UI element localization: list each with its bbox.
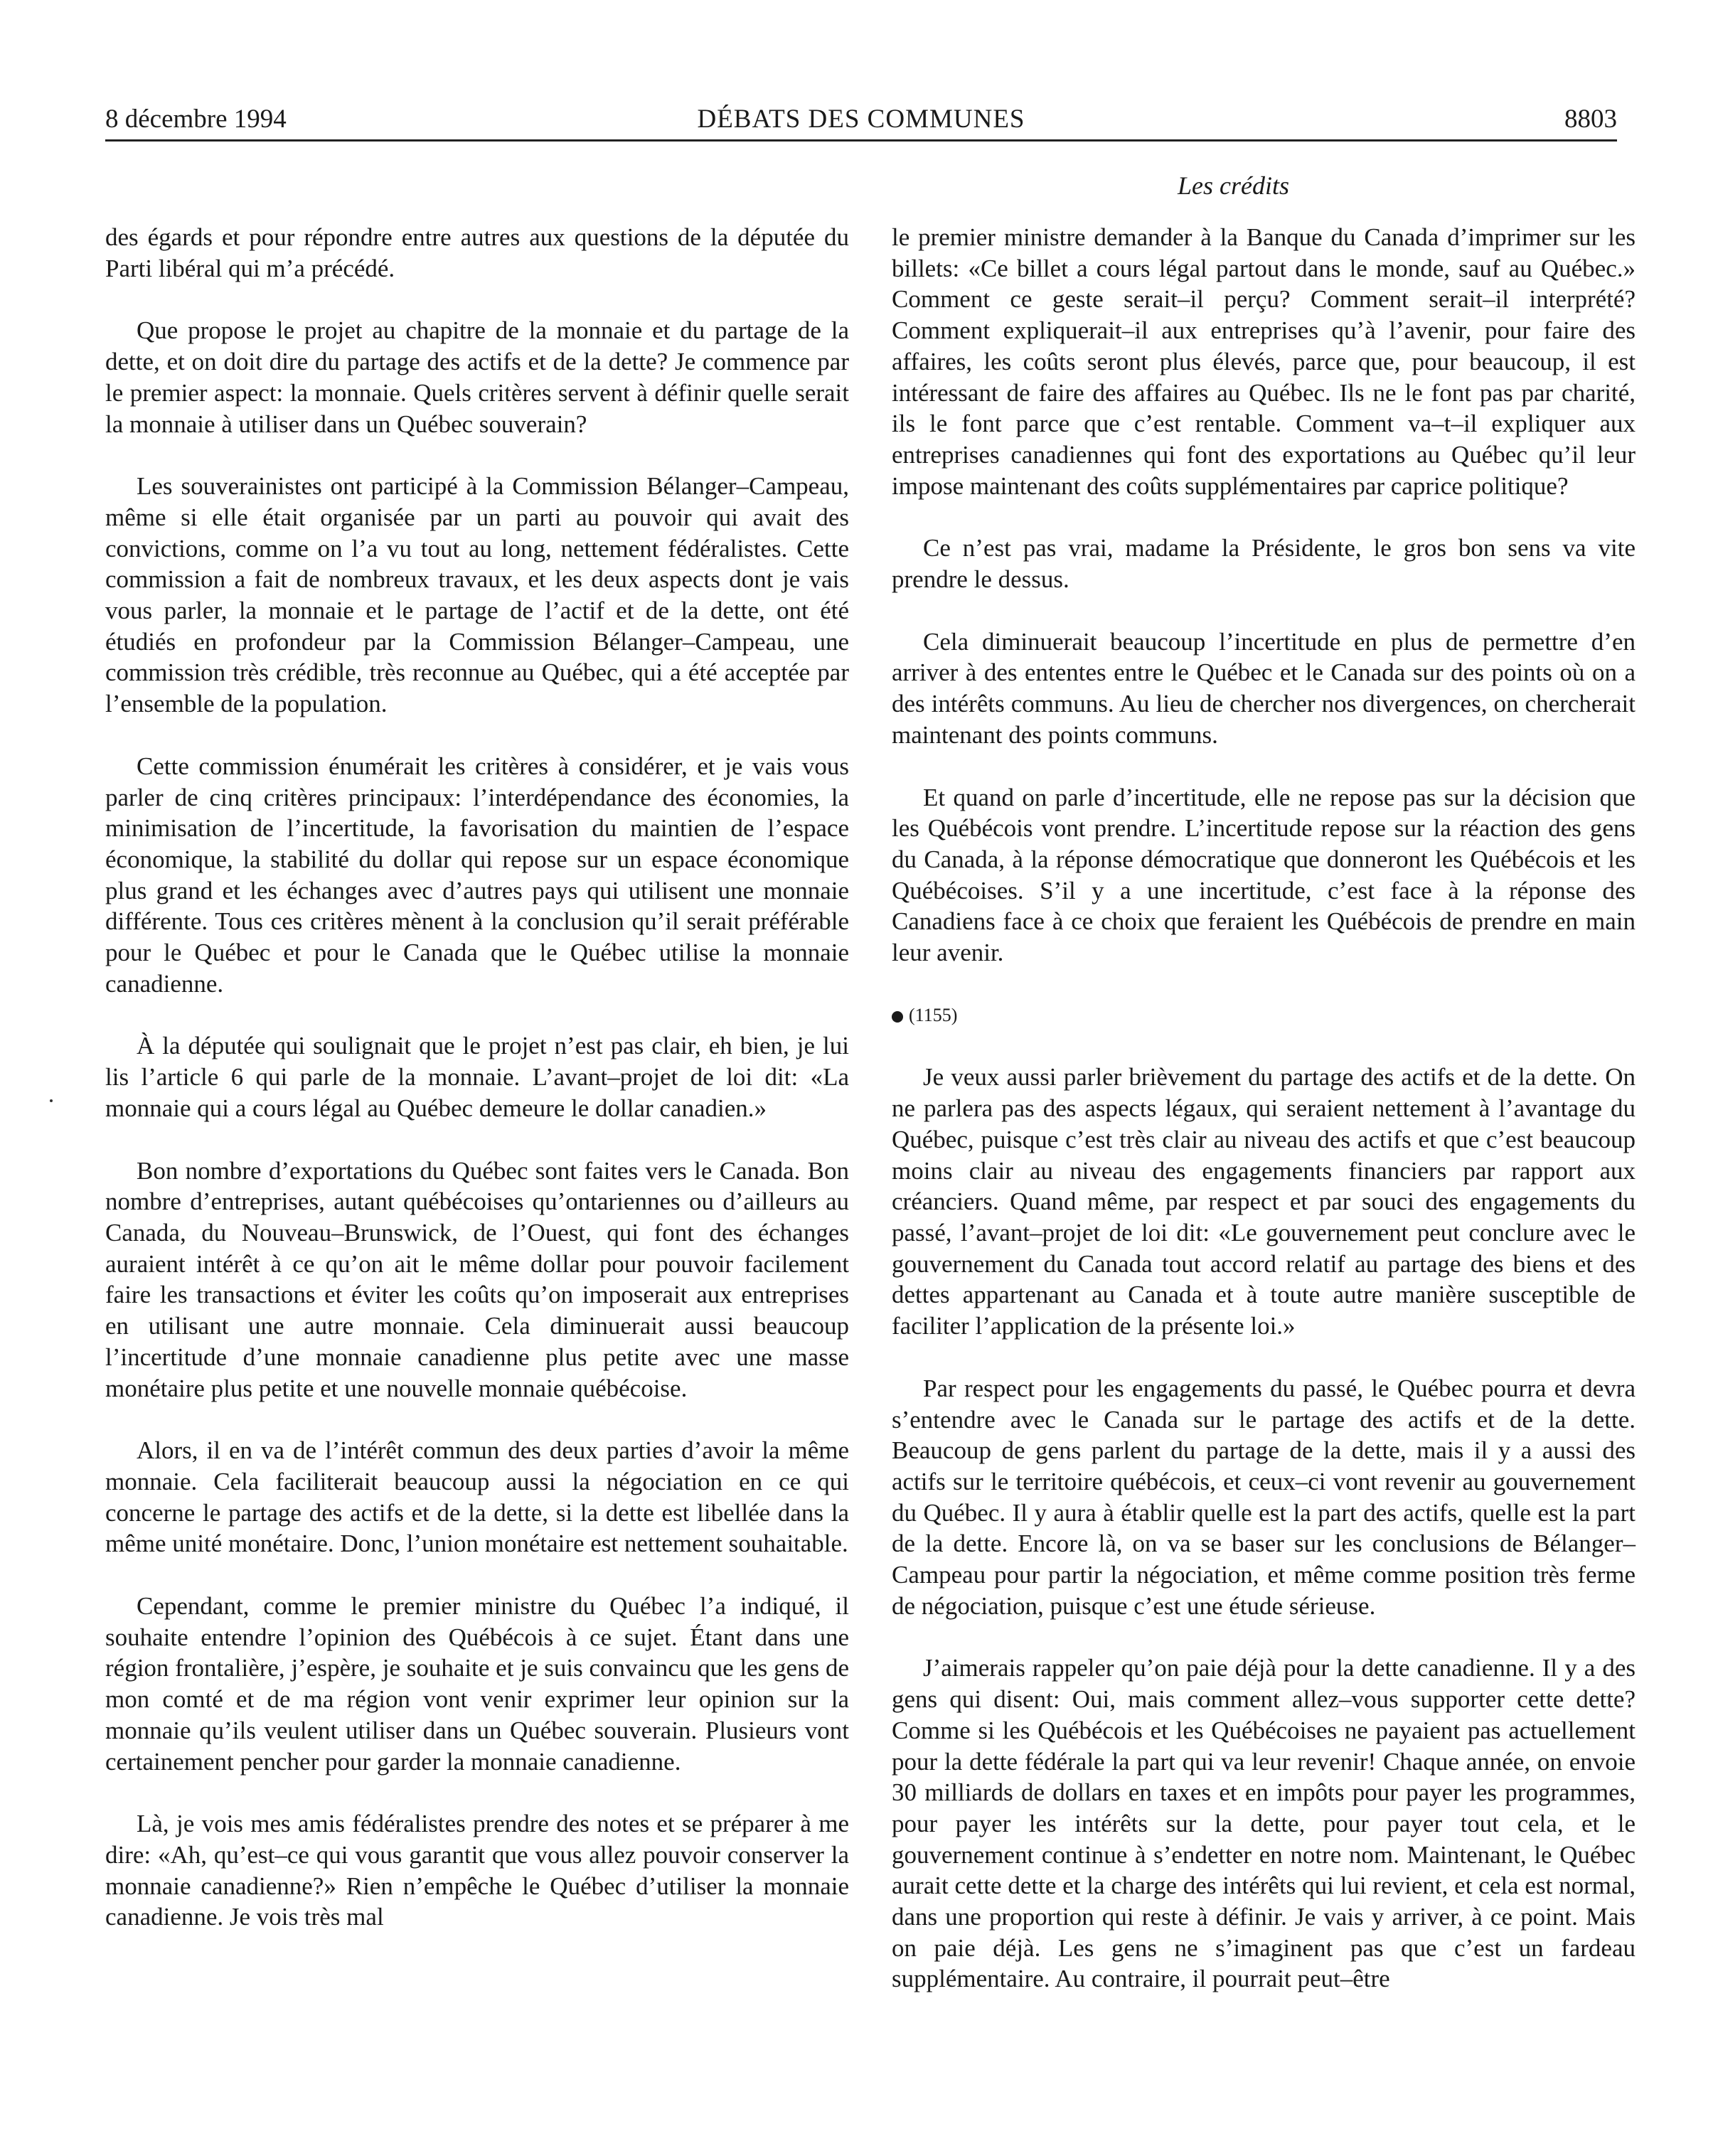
paragraph: Par respect pour les engagements du passé, le Québec pourra et devra s’entendre avec le Canada sur le partage des actifs et de la dette. Beaucoup de gens parlent du partage de la dette, mais il y a aussi des actifs sur le territoire québécois, et ceux–ci vont revenir au gouvernement du Québec. Il y aura à établir quelle est la part des actifs, quelle est la part de la dette. Encore là, on va se baser sur les conclusions de Bélanger–Campeau pour partir la négociation, et même comme position très ferme de négociation, puisque c’est une étude sérieuse. [892, 1374, 1636, 1620]
paragraph: Cependant, comme le premier ministre du Québec l’a indiqué, il souhaite entendre l’opinion des Québécois à ce sujet. Étant dans une région frontalière, j’espère, je souhaite et je suis convaincu que les gens de mon comté et de ma région vont venir exprimer leur opinion sur la monnaie qu’ils veulent utiliser dans un Québec souverain. Plusieurs vont certainement pencher pour garder la monnaie canadienne. [105, 1592, 849, 1776]
paragraph: Et quand on parle d’incertitude, elle ne repose pas sur la décision que les Québécois vont prendre. L’incertitude repose sur la réaction des gens du Canada, à la réponse démocratique que donneront les Québécois et les Québécoises. S’il y a une incertitude, c’est face à la réponse des Canadiens face à ce choix que feraient les Québécois de prendre en main leur avenir. [892, 783, 1636, 967]
paragraph: Alors, il en va de l’intérêt commun des deux parties d’avoir la même monnaie. Cela faciliterait beaucoup aussi la négociation en ce qui concerne le partage des actifs et de la dette, si la dette est libellée dans la même unité monétaire. Donc, l’union monétaire est nettement souhaitable. [105, 1436, 849, 1558]
paragraph: le premier ministre demander à la Banque du Canada d’imprimer sur les billets: «Ce billet a cours légal partout dans le monde, sauf au Québec.» Comment ce geste serait–il perçu? Comment serait–il interprété? Comment expliquerait–il aux entreprises qu’à l’avenir, pour faire des affaires, les coûts seront plus élevés, parce que, pour beaucoup, il est intéressant de faire des affaires au Québec. Ils ne le font pas par charité, ils le font parce que c’est rentable. Comment va–t–il expliquer aux entreprises canadiennes qui font des exportations au Québec qu’il leur impose maintenant des coûts supplémentaires par caprice politique? [892, 223, 1636, 500]
header-rule [105, 139, 1617, 142]
paragraph: Les souverainistes ont participé à la Commission Bélanger–Campeau, même si elle était organisée par un parti au pouvoir qui avait des convictions, comme on l’a vu tout au long, nettement fédéralistes. Cette commission a fait de nombreux travaux, et les deux aspects dont je vais vous parler, la monnaie et le partage de l’actif et de la dette, ont été étudiés en profondeur par la Commission Bélanger–Campeau, une commission très crédible, très reconnue au Québec, qui a été acceptée par l’ensemble de la population. [105, 472, 849, 718]
paragraph: Je veux aussi parler brièvement du partage des actifs et de la dette. On ne parlera pas des aspects légaux, qui seraient nettement à l’avantage du Québec, puisque c’est très clair au niveau des actifs et que c’est beaucoup moins clair au niveau des engagements financiers par rapport aux créanciers. Quand même, par respect et par souci des engagements du passé, l’avant–projet de loi dit: «Le gouvernement peut conclure avec le gouvernement du Canada tout accord relatif au partage des biens et des dettes appartenant au Canada et à toute autre manière susceptible de faciliter l’application de la présente loi.» [892, 1063, 1636, 1340]
paragraph: des égards et pour répondre entre autres aux questions de la députée du Parti libéral qui m’a précédé. [105, 223, 849, 282]
right-column [892, 222, 1636, 2026]
paragraph: Cette commission énumérait les critères à considérer, et je vais vous parler de cinq critères principaux: l’interdépendance des économies, la minimisation de l’incertitude, la favorisation du maintien de l’espace économique, la stabilité du dollar qui repose sur un espace économique plus grand et les échanges avec d’autres pays qui utilisent une monnaie différente. Tous ces critères mènent à la conclusion qu’il serait préférable pour le Québec et pour le Canada que le Québec utilise la monnaie canadienne. [105, 752, 849, 998]
time-marker-text: (1155) [909, 1004, 958, 1025]
paragraph: Bon nombre d’exportations du Québec sont faites vers le Canada. Bon nombre d’entreprises, autant québécoises qu’ontariennes ou d’ailleurs au Canada, du Nouveau–Brunswick, de l’Ouest, qui font des échanges auraient intérêt à ce qu’on ait le même dollar pour pouvoir facilement faire les transactions et éviter les coûts qu’on imposerait aux entreprises en utilisant une autre monnaie. Cela diminuerait aussi beaucoup l’incertitude d’une monnaie canadienne plus petite avec une masse monétaire plus petite et une nouvelle monnaie québécoise. [105, 1156, 849, 1402]
section-title: Les crédits [1178, 171, 1289, 200]
time-marker [892, 1000, 1636, 1031]
paragraph: Là, je vois mes amis fédéralistes prendre des notes et se préparer à me dire: «Ah, qu’est–ce qui vous garantit que vous allez pouvoir conserver la monnaie canadienne?» Rien n’empêche le Québec d’utiliser la monnaie canadienne. Je vois très mal [105, 1810, 849, 1931]
left-column [105, 222, 849, 1964]
page-header [105, 98, 1617, 141]
paragraph: Que propose le projet au chapitre de la monnaie et du partage de la dette, et on doit dire du partage des actifs et de la dette? Je commence par le premier aspect: la monnaie. Quels critères servent à définir quelle serait la monnaie à utiliser dans un Québec souverain? [105, 316, 849, 438]
header-title: DÉBATS DES COMMUNES [697, 105, 1025, 134]
header-date: 8 décembre 1994 [105, 105, 287, 134]
paragraph: J’aimerais rappeler qu’on paie déjà pour la dette canadienne. Il y a des gens qui disent: Oui, mais comment allez–vous supporter cette dette? Comme si les Québécois et les Québécoises ne payaient pas actuellement pour la dette fédérale la part qui va leur revenir! Chaque année, on envoie 30 milliards de dollars en taxes et en impôts pour payer les programmes, pour payer les intérêts sur la dette, pour payer tout cela, et le gouvernement continue à s’endetter en notre nom. Maintenant, le Québec aurait cette dette et la charge des intérêts qui lui revient, et cela est normal, dans une proportion qui reste à définir. Je vais y arriver, à ce point. Mais on paie déjà. Les gens ne s’imaginent pas que c’est un fardeau supplémentaire. Au contraire, il pourrait peut–être [892, 1654, 1636, 1993]
paragraph: Cela diminuerait beaucoup l’incertitude en plus de permettre d’en arriver à des ententes entre le Québec et le Canada sur des points où on a des intérêts communs. Au lieu de chercher nos divergences, on chercherait maintenant des points communs. [892, 627, 1636, 749]
paragraph: À la députée qui soulignait que le projet n’est pas clair, eh bien, je lui lis l’article 6 qui parle de la monnaie. L’avant–projet de loi dit: «La monnaie qui a cours légal au Québec demeure le dollar canadien.» [105, 1032, 849, 1122]
page-number: 8803 [1564, 105, 1617, 134]
paragraph: Ce n’est pas vrai, madame la Présidente, le gros bon sens va vite prendre le dessus. [892, 534, 1636, 594]
bullet-icon [892, 1011, 903, 1023]
scan-speck [50, 1099, 53, 1102]
